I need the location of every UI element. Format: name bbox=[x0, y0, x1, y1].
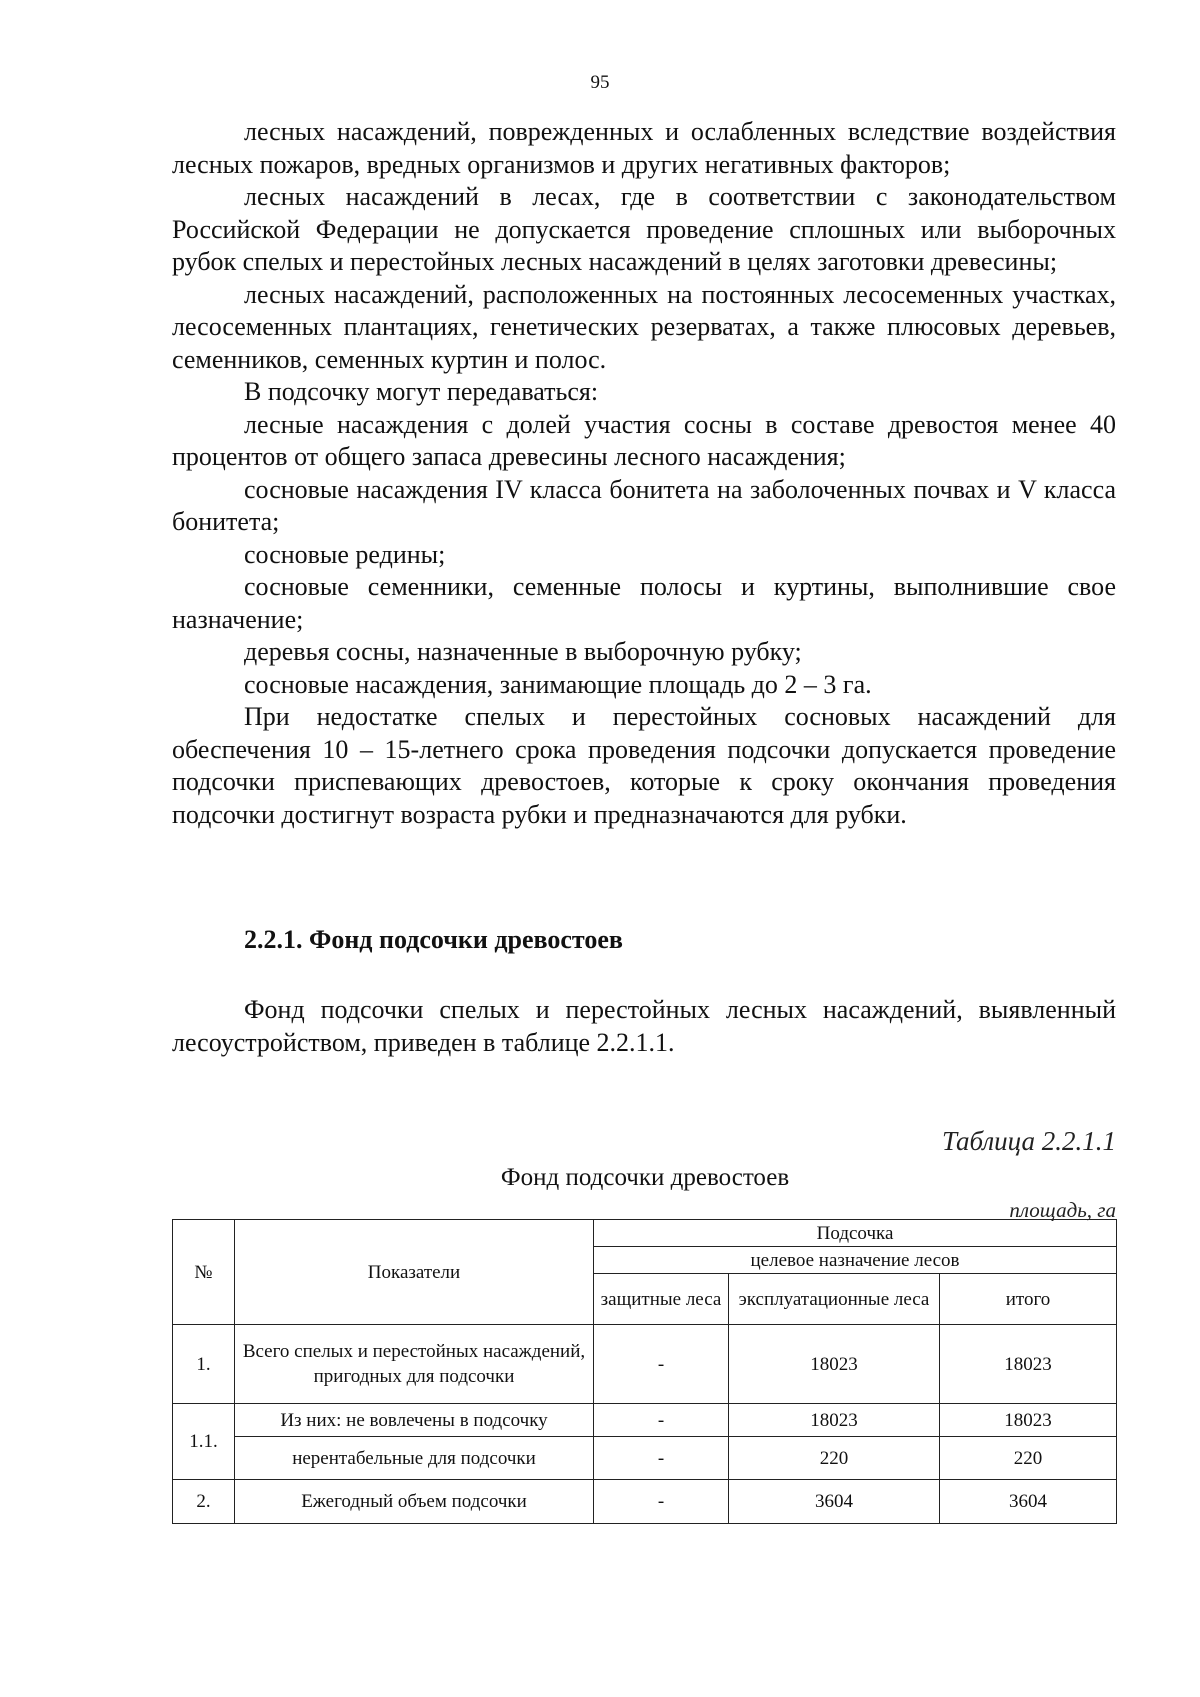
cell-number: 2. bbox=[173, 1480, 235, 1524]
header-group: Подсочка bbox=[594, 1220, 1117, 1247]
cell-label: нерентабельные для подсочки bbox=[235, 1437, 594, 1480]
cell-protective: - bbox=[594, 1404, 729, 1437]
paragraph: лесные насаждения с долей участия сосны в составе древостоя менее 40 процентов от общего запаса древесины лесного насаждения; bbox=[172, 409, 1116, 471]
cell-total: 18023 bbox=[940, 1404, 1117, 1437]
cell-operational: 18023 bbox=[729, 1325, 940, 1404]
section-heading: 2.2.1. Фонд подсочки древостоев bbox=[244, 925, 623, 954]
cell-total: 220 bbox=[940, 1437, 1117, 1480]
paragraph: сосновые насаждения IV класса бонитета на заболоченных почвах и V класса бонитета; bbox=[172, 474, 1116, 536]
table-header-row bbox=[173, 1220, 1117, 1247]
body-text bbox=[172, 116, 1116, 831]
header-number: № bbox=[173, 1220, 235, 1325]
table-row bbox=[173, 1437, 1117, 1480]
table-row bbox=[173, 1325, 1117, 1404]
cell-operational: 18023 bbox=[729, 1404, 940, 1437]
paragraph: сосновые насаждения, занимающие площадь до 2 – 3 га. bbox=[244, 669, 872, 699]
table-row bbox=[173, 1404, 1117, 1437]
paragraph: лесных насаждений, поврежденных и ослабленных вследствие воздействия лесных пожаров, вредных организмов и других негативных факторов; bbox=[172, 117, 1116, 179]
intro-paragraph bbox=[172, 994, 1116, 1059]
cell-protective: - bbox=[594, 1480, 729, 1524]
paragraph: сосновые редины; bbox=[244, 539, 446, 569]
paragraph: деревья сосны, назначенные в выборочную рубку; bbox=[244, 637, 802, 666]
paragraph: лесных насаждений, расположенных на постоянных лесосеменных участках, лесосеменных плантациях, генетических резерватах, а также плюсовых деревьев, семенников, семенных куртин и полос. bbox=[172, 279, 1116, 374]
cell-number: 1.1. bbox=[173, 1404, 235, 1480]
cell-total: 18023 bbox=[940, 1325, 1117, 1404]
cell-label: Из них: не вовлечены в подсочку bbox=[235, 1404, 594, 1437]
cell-label: Ежегодный объем подсочки bbox=[235, 1480, 594, 1524]
table-label: Таблица 2.2.1.1 bbox=[941, 1126, 1116, 1156]
cell-operational: 3604 bbox=[729, 1480, 940, 1524]
header-subgroup: целевое назначение лесов bbox=[594, 1247, 1117, 1274]
paragraph: лесных насаждений в лесах, где в соответствии с законодательством Российской Федерации не допускается проведение сплошных или выборочных рубок спелых и перестойных лесных насаждений в целях заготовки древесины; bbox=[172, 182, 1116, 276]
cell-protective: - bbox=[594, 1325, 729, 1404]
page-number: 95 bbox=[590, 72, 610, 93]
header-operational: эксплуатационные леса bbox=[729, 1274, 940, 1325]
header-indicators: Показатели bbox=[235, 1220, 594, 1325]
cell-operational: 220 bbox=[729, 1437, 940, 1480]
header-protective: защитные леса bbox=[594, 1274, 729, 1325]
table-row bbox=[173, 1480, 1117, 1524]
header-total: итого bbox=[940, 1274, 1117, 1325]
cell-total: 3604 bbox=[940, 1480, 1117, 1524]
units-label: площадь, га bbox=[1009, 1198, 1116, 1222]
paragraph: При недостатке спелых и перестойных сосновых насаждений для обеспечения 10 – 15-летнего срока проведения подсочки допускается проведение подсочки приспевающих древостоев, которые к сроку окончания проведения подсочки достигнут возраста рубки и предназначаются для рубки. bbox=[172, 702, 1116, 829]
cell-label: Всего спелых и перестойных насаждений, пригодных для подсочки bbox=[235, 1325, 594, 1404]
paragraph: сосновые семенники, семенные полосы и куртины, выполнившие свое назначение; bbox=[172, 572, 1116, 634]
cell-number: 1. bbox=[173, 1325, 235, 1404]
cell-protective: - bbox=[594, 1437, 729, 1480]
table-title: Фонд подсочки древостоев bbox=[500, 1164, 790, 1191]
paragraph: Фонд подсочки спелых и перестойных лесных насаждений, выявленный лесоустройством, приведен в таблице 2.2.1.1. bbox=[172, 995, 1116, 1057]
paragraph: В подсочку могут передаваться: bbox=[244, 377, 599, 406]
data-table bbox=[172, 1219, 1117, 1524]
